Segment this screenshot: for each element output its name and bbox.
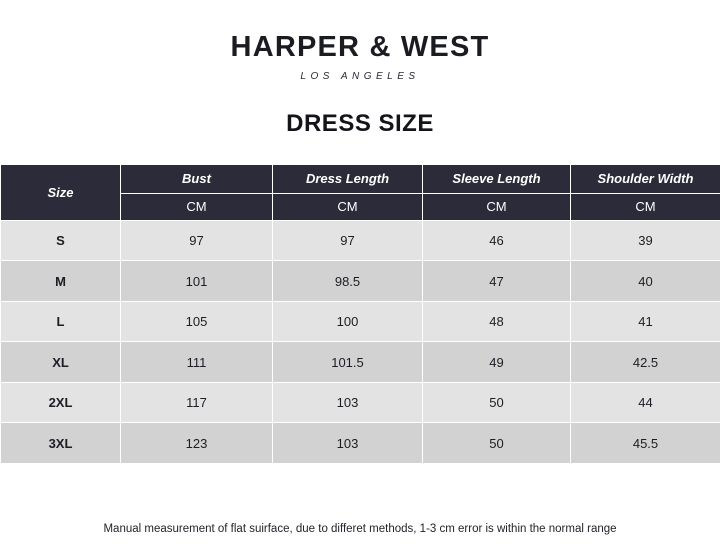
brand-header <box>0 0 720 82</box>
size-table <box>0 164 720 464</box>
table-row <box>1 423 720 464</box>
brand-name: HARPER & WEST <box>230 31 490 63</box>
table-row <box>1 301 720 342</box>
header-sleeve-length: Sleeve Length <box>423 164 571 193</box>
cell-bust: 123 <box>121 423 273 464</box>
cell-size: 2XL <box>1 382 121 423</box>
measurement-note: Manual measurement of flat suirface, due to differet methods, 1-3 cm error is within the normal range <box>103 523 617 535</box>
header-shoulder-width: Shoulder Width <box>571 164 720 193</box>
table-row <box>1 220 720 261</box>
cell-sleeve-length: 50 <box>423 382 571 423</box>
cell-shoulder-width: 44 <box>571 382 720 423</box>
cell-dress-length: 98.5 <box>273 261 423 302</box>
header-bust: Bust <box>121 164 273 193</box>
unit-dress-length: CM <box>273 193 423 220</box>
cell-sleeve-length: 48 <box>423 301 571 342</box>
cell-size: L <box>1 301 121 342</box>
cell-dress-length: 103 <box>273 423 423 464</box>
cell-sleeve-length: 46 <box>423 220 571 261</box>
cell-dress-length: 103 <box>273 382 423 423</box>
cell-shoulder-width: 39 <box>571 220 720 261</box>
cell-sleeve-length: 50 <box>423 423 571 464</box>
cell-shoulder-width: 45.5 <box>571 423 720 464</box>
table-header-row-measures <box>1 164 720 193</box>
table-body <box>1 220 720 463</box>
table-header <box>1 164 720 220</box>
cell-dress-length: 101.5 <box>273 342 423 383</box>
cell-shoulder-width: 41 <box>571 301 720 342</box>
brand-location: LOS ANGELES <box>300 70 420 82</box>
cell-bust: 117 <box>121 382 273 423</box>
header-dress-length: Dress Length <box>273 164 423 193</box>
table-row <box>1 382 720 423</box>
cell-shoulder-width: 40 <box>571 261 720 302</box>
cell-bust: 101 <box>121 261 273 302</box>
cell-bust: 105 <box>121 301 273 342</box>
cell-size: XL <box>1 342 121 383</box>
unit-bust: CM <box>121 193 273 220</box>
table-row <box>1 342 720 383</box>
cell-size: S <box>1 220 121 261</box>
cell-size: M <box>1 261 121 302</box>
header-size: Size <box>1 164 121 220</box>
cell-bust: 97 <box>121 220 273 261</box>
cell-dress-length: 97 <box>273 220 423 261</box>
table-row <box>1 261 720 302</box>
cell-dress-length: 100 <box>273 301 423 342</box>
cell-sleeve-length: 49 <box>423 342 571 383</box>
unit-sleeve-length: CM <box>423 193 571 220</box>
cell-sleeve-length: 47 <box>423 261 571 302</box>
size-table-wrapper <box>0 164 720 464</box>
cell-shoulder-width: 42.5 <box>571 342 720 383</box>
cell-size: 3XL <box>1 423 121 464</box>
cell-bust: 111 <box>121 342 273 383</box>
page-title: DRESS SIZE <box>286 109 434 137</box>
unit-shoulder-width: CM <box>571 193 720 220</box>
